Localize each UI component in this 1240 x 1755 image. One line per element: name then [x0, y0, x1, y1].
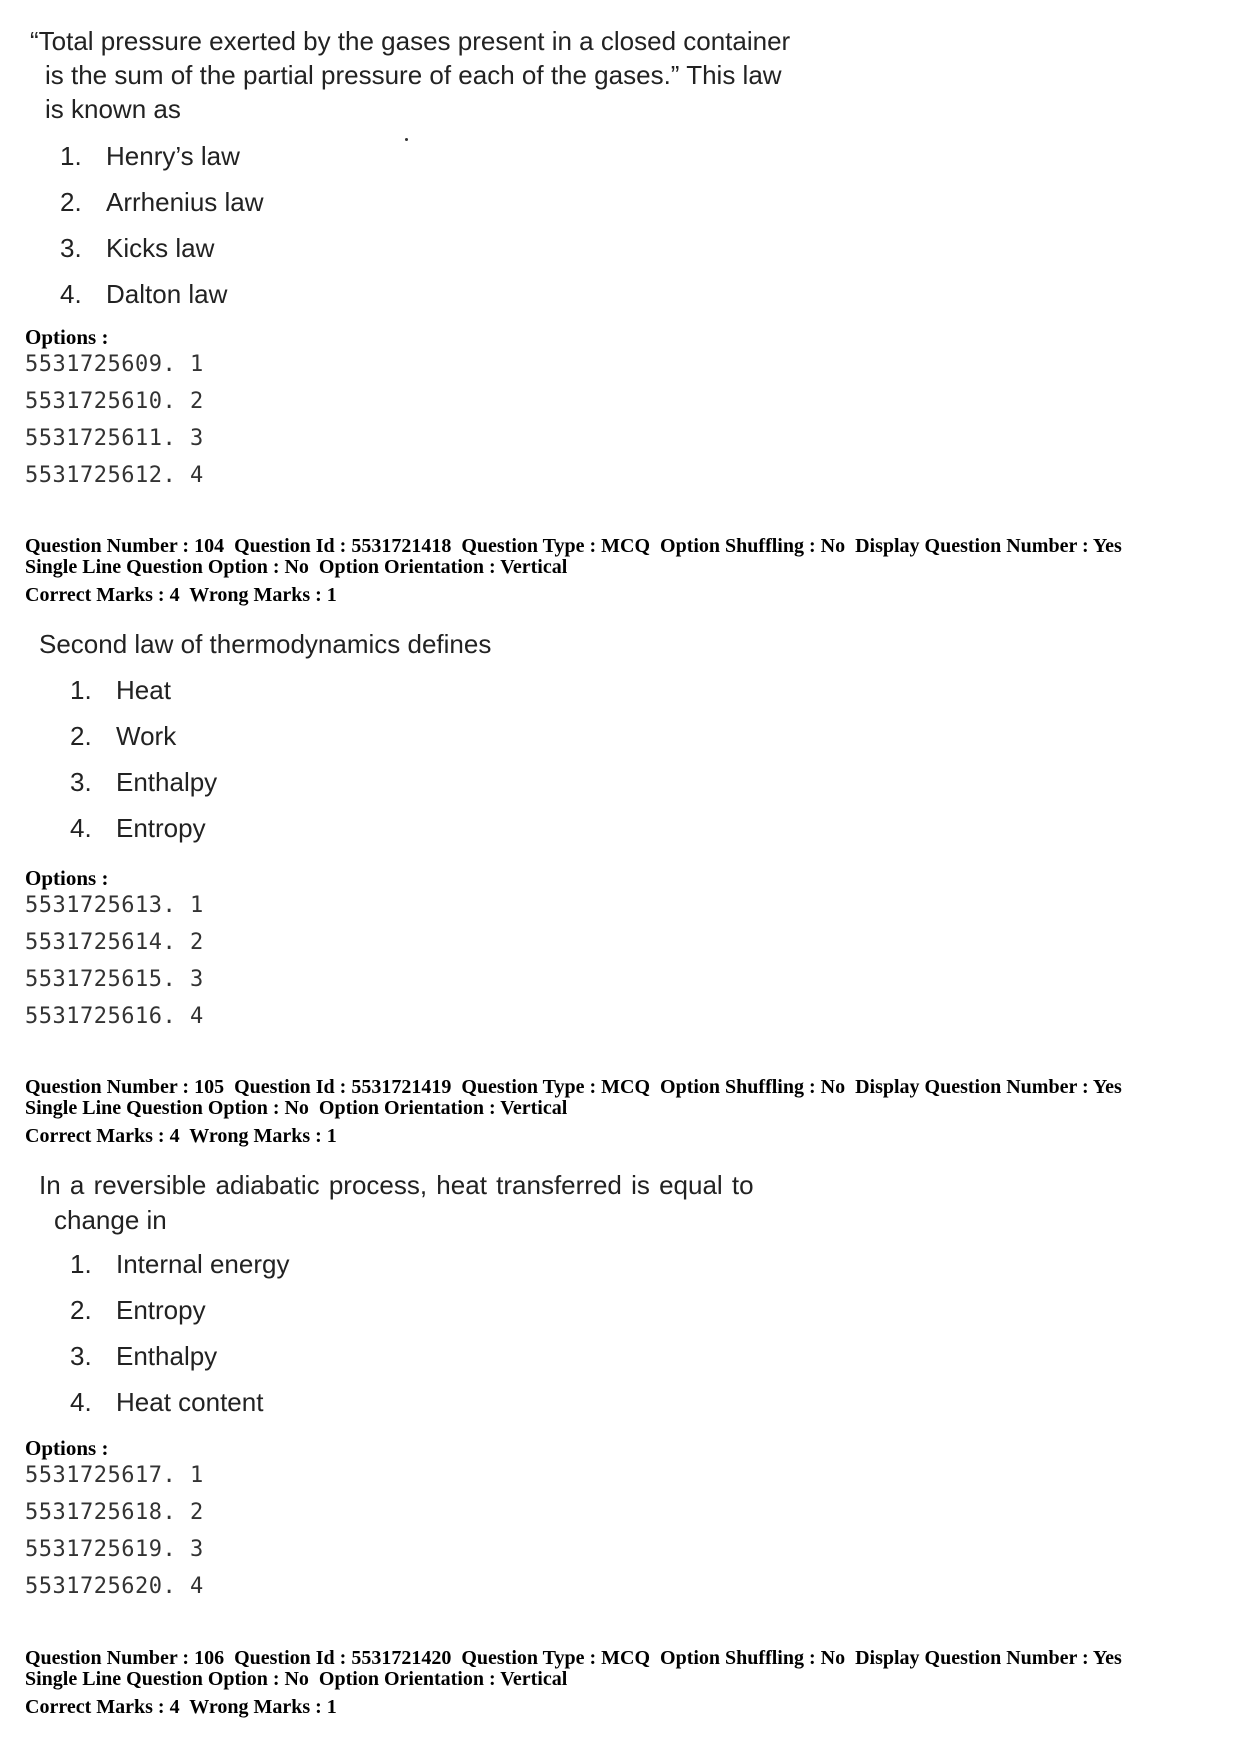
choice-number: 3.: [70, 767, 92, 797]
option-id-line: 5531725613. 1: [25, 893, 204, 918]
question-text-line: Second law of thermodynamics defines: [39, 629, 492, 659]
question-meta-line: Single Line Question Option : No Option Orientation : Vertical: [25, 1668, 568, 1690]
choice-number: 3.: [60, 233, 82, 263]
options-heading: Options :: [25, 1436, 109, 1460]
option-id-line: 5531725609. 1: [25, 352, 204, 377]
option-id-line: 5531725617. 1: [25, 1463, 204, 1488]
question-meta-line: Question Number : 105 Question Id : 5531721419 Question Type : MCQ Option Shuffling : No Display Question Number : Yes: [25, 1076, 1122, 1098]
stray-dot: [405, 138, 408, 141]
choice-number: 1.: [70, 1249, 92, 1279]
choice-number: 2.: [60, 187, 82, 217]
option-id-line: 5531725616. 4: [25, 1004, 204, 1029]
choice-label: Arrhenius law: [106, 187, 264, 217]
choice-label: Entropy: [116, 813, 206, 843]
choice-label: Work: [116, 721, 177, 751]
option-id-line: 5531725615. 3: [25, 967, 204, 992]
options-heading: Options :: [25, 325, 109, 349]
option-id-line: 5531725620. 4: [25, 1574, 204, 1599]
choice-number: 1.: [60, 141, 82, 171]
question-meta-line: Question Number : 104 Question Id : 5531721418 Question Type : MCQ Option Shuffling : No Display Question Number : Yes: [25, 535, 1122, 557]
choice-label: Heat: [116, 675, 171, 705]
choice-number: 4.: [70, 1387, 92, 1417]
choice-item: [70, 675, 171, 706]
choice-label: Entropy: [116, 1295, 206, 1325]
choice-item: [70, 1249, 289, 1280]
choice-label: Heat content: [116, 1387, 264, 1417]
choice-label: Internal energy: [116, 1249, 290, 1279]
option-id-line: 5531725610. 2: [25, 389, 204, 414]
options-heading: Options :: [25, 866, 109, 890]
choice-number: 2.: [70, 1295, 92, 1325]
choice-item: [60, 279, 227, 310]
question-text-line: is the sum of the partial pressure of each of the gases.” This law: [45, 60, 782, 90]
question-meta-line: Question Number : 106 Question Id : 5531721420 Question Type : MCQ Option Shuffling : No Display Question Number : Yes: [25, 1647, 1122, 1669]
choice-label: Dalton law: [106, 279, 228, 309]
question-meta-line: Single Line Question Option : No Option Orientation : Vertical: [25, 556, 568, 578]
choice-item: [70, 1341, 217, 1372]
option-id-line: 5531725619. 3: [25, 1537, 204, 1562]
question-meta-line: Single Line Question Option : No Option Orientation : Vertical: [25, 1097, 568, 1119]
choice-item: [60, 187, 264, 218]
option-id-line: 5531725611. 3: [25, 426, 204, 451]
choice-number: 3.: [70, 1341, 92, 1371]
option-id-line: 5531725618. 2: [25, 1500, 204, 1525]
choice-item: [60, 233, 214, 264]
choice-item: [70, 721, 176, 752]
choice-number: 4.: [60, 279, 82, 309]
question-text-line: is known as: [45, 94, 181, 124]
choice-item: [70, 813, 206, 844]
choice-label: Enthalpy: [116, 1341, 218, 1371]
choice-label: Kicks law: [106, 233, 215, 263]
question-text-line: change in: [54, 1205, 167, 1235]
question-marks: Correct Marks : 4 Wrong Marks : 1: [25, 1696, 337, 1718]
choice-item: [70, 1387, 263, 1418]
choice-item: [70, 1295, 206, 1326]
choice-number: 2.: [70, 721, 92, 751]
choice-item: [60, 141, 240, 172]
choice-label: Enthalpy: [116, 767, 218, 797]
question-marks: Correct Marks : 4 Wrong Marks : 1: [25, 1125, 337, 1147]
choice-item: [70, 767, 217, 798]
choice-number: 4.: [70, 813, 92, 843]
question-text-line: “Total pressure exerted by the gases present in a closed container: [30, 26, 791, 56]
question-marks: Correct Marks : 4 Wrong Marks : 1: [25, 584, 337, 606]
choice-label: Henry’s law: [106, 141, 240, 171]
choice-number: 1.: [70, 675, 92, 705]
option-id-line: 5531725612. 4: [25, 463, 204, 488]
option-id-line: 5531725614. 2: [25, 930, 204, 955]
question-text-line: In a reversible adiabatic process, heat transferred is equal to: [39, 1170, 754, 1200]
